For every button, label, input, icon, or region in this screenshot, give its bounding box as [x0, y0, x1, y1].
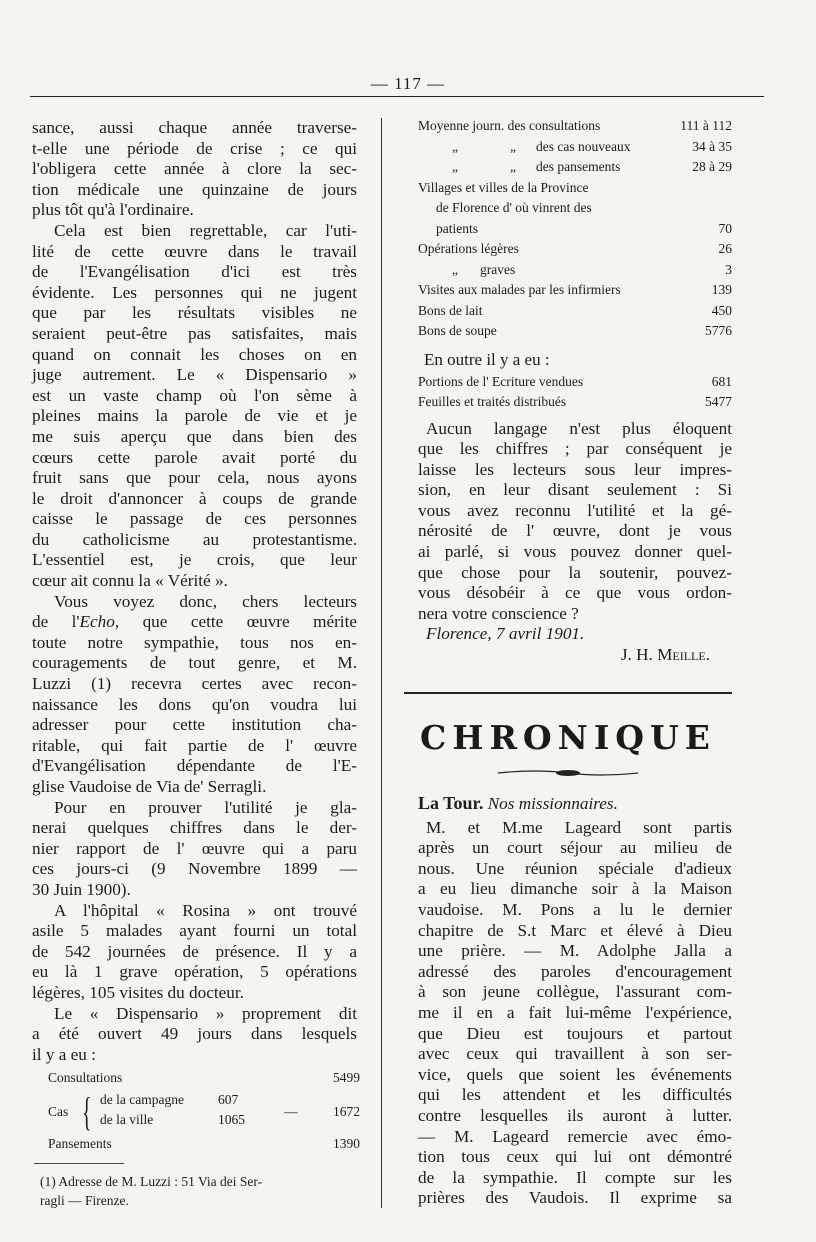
- text-line: nerai quelques chiffres dans le der-: [32, 818, 357, 838]
- stat-label: des pansements: [536, 159, 621, 174]
- stat-label: graves: [480, 261, 516, 277]
- text-line: plus tôt qu'à l'ordinaire.: [32, 200, 194, 220]
- text-line: adressé des paroles d'encouragement: [418, 961, 732, 981]
- text-line: couragements de tout genre, et M.: [32, 653, 357, 673]
- text-line: Luzzi (1) recevra certes avec recon-: [32, 674, 357, 694]
- stat-label: Pansements: [48, 1136, 112, 1151]
- text-line: laisse les lecteurs sous leur impres-: [418, 459, 732, 479]
- text-fragment: , que cette œuvre mérite: [114, 612, 357, 632]
- chronique-paragraph: [418, 818, 732, 1209]
- ditto-mark: „: [510, 159, 516, 174]
- stat-label: Villages et villes de la Province: [418, 179, 589, 195]
- stat-value: 681: [711, 373, 732, 389]
- text-line: 30 Juin 1900).: [32, 879, 131, 899]
- text-line: d'Evangélisation dépendante de l'E-: [32, 756, 357, 776]
- text-line: nérosité de l' œuvre, dont je vous: [418, 521, 732, 541]
- text-line: a été ouvert 49 jours dans lesquels: [32, 1024, 357, 1044]
- column-divider: [381, 118, 382, 1208]
- text-line: Vous voyez donc, chers lecteurs: [54, 591, 357, 611]
- left-column: [32, 118, 357, 1065]
- stat-value: 5499: [333, 1070, 360, 1085]
- chronique-body: [418, 793, 732, 1209]
- stat-label: Cas: [48, 1104, 69, 1119]
- text-line: vice, quels que soient les événements: [418, 1064, 732, 1084]
- footnote: [40, 1172, 362, 1210]
- ditto-mark: „: [452, 261, 458, 277]
- text-line: M. et M.me Lageard sont partis: [426, 817, 732, 837]
- text-line: le droit d'annoncer à coups de grande: [32, 488, 357, 508]
- chronique-title: CHRONIQUE: [420, 718, 716, 757]
- stat-row-consultations: [48, 1070, 360, 1092]
- text-line: lité de cette œuvre dans le travail: [32, 241, 357, 261]
- stat-value: 28 à 29: [692, 159, 732, 174]
- dash: —: [284, 1104, 298, 1119]
- stat-row: [418, 323, 732, 344]
- paragraph-1: [32, 118, 357, 221]
- text-line: nier rapport de l' œuvre qui a paru: [32, 838, 357, 858]
- text-line: cœur ait connu la « Vérité ».: [32, 571, 228, 591]
- text-line: contre lesquelles ils auront à lutter.: [418, 1105, 732, 1125]
- page-number: — 117 —: [370, 74, 446, 93]
- stat-row: [418, 303, 732, 324]
- right-column: [418, 118, 732, 666]
- stat-row: [418, 159, 732, 180]
- stat-label: Opérations légères: [418, 241, 519, 256]
- stat-value: 70: [718, 220, 732, 236]
- stat-value: 450: [711, 302, 732, 318]
- text-line: vous désobéir à ce que vous ordon-: [418, 583, 732, 603]
- stat-label: Bons de lait: [418, 302, 483, 318]
- ditto-mark: „: [510, 138, 516, 154]
- topic-heading: Nos missionnaires.: [487, 794, 618, 813]
- text-line: seraient peut-être pas satisfaites, mais: [32, 323, 357, 343]
- conclusion-paragraph: [418, 419, 732, 625]
- stat-value: 5776: [705, 323, 732, 338]
- place-heading: La Tour.: [418, 793, 484, 813]
- text-line: que Dieu est toujours et partout: [418, 1023, 732, 1043]
- text-line: Le « Dispensario » proprement dit: [54, 1003, 357, 1023]
- text-line: prières des Vaudois. Il exprime sa: [418, 1188, 732, 1208]
- text-line: glise Vaudoise de Via de' Serragli.: [32, 777, 267, 796]
- text-line: pleines mains la parole de vie et je: [32, 406, 357, 426]
- text-fragment: de l': [32, 612, 80, 632]
- stat-total: 1672: [333, 1104, 360, 1119]
- text-line: vaudoise. M. Pons a lu le dernier: [418, 899, 732, 919]
- stat-label: Visites aux malades par les infirmiers: [418, 282, 621, 297]
- text-line: Pour en prouver l'utilité je gla-: [54, 797, 357, 817]
- chronique-heading: [418, 793, 732, 815]
- footnote-line: ragli — Firenze.: [40, 1193, 129, 1208]
- text-line: ai parlé, si vous pouvez donner quel-: [418, 542, 732, 562]
- stat-value: 1065: [218, 1112, 245, 1127]
- stat-row-pansements: [48, 1136, 360, 1158]
- text-line: ritable, qui fait partie de l' œuvre: [32, 735, 357, 755]
- text-line: sance, aussi chaque année traverse-: [32, 118, 357, 137]
- text-line: toute notre sympathie, tous nos en-: [32, 632, 357, 652]
- text-line: A l'hôpital « Rosina » ont trouvé: [54, 900, 357, 920]
- text-line: une prière. — M. Adolphe Jalla a: [418, 941, 732, 961]
- paragraph-6: [32, 1004, 357, 1066]
- text-line: t-elle une période de crise ; ce qui: [32, 138, 357, 158]
- stat-label: de Florence d' où vinrent des: [436, 200, 592, 215]
- section-rule: [404, 692, 732, 694]
- stat-label: Feuilles et traités distribués: [418, 394, 567, 409]
- text-line: me suis aperçu que dans bien des: [32, 426, 357, 446]
- footnote-line: (1) Adresse de M. Luzzi : 51 Via dei Ser-: [40, 1174, 263, 1189]
- text-line: juge autrement. Le « Dispensario »: [32, 365, 357, 385]
- dispensary-averages: [418, 118, 732, 344]
- text-line: vous avez reconnu l'utilité et la gé-: [418, 500, 732, 520]
- text-line: L'essentiel est, je crois, que leur: [32, 550, 357, 570]
- journal-title: Echo: [79, 612, 115, 632]
- paragraph-4: [32, 798, 357, 901]
- stat-label: Moyenne journ. des consultations: [418, 118, 601, 133]
- stat-label: Portions de l' Ecriture vendues: [418, 373, 584, 389]
- stat-row: [418, 139, 732, 160]
- text-line: de l'Evangélisation d'ici est très: [32, 262, 357, 282]
- stat-sublabel: de la campagne: [100, 1092, 184, 1107]
- text-line: ces jours-ci (9 Novembre 1899 —: [32, 859, 357, 879]
- text-line: tion médicale une quinzaine de jours: [32, 179, 357, 199]
- dispensary-stats: [48, 1070, 360, 1158]
- text-line: à son jeune collègue, l'assurant com-: [418, 982, 732, 1002]
- text-line: — M. Lageard remercie avec émo-: [418, 1126, 732, 1146]
- stat-row: [418, 118, 732, 139]
- stat-value: 111 à 112: [680, 118, 732, 133]
- stat-row: [418, 221, 732, 242]
- ditto-mark: „: [452, 159, 458, 174]
- text-line: [32, 612, 357, 633]
- stat-row: [418, 394, 732, 415]
- stat-label: des cas nouveaux: [536, 138, 631, 154]
- stat-row: [418, 241, 732, 262]
- brace-glyph: {: [82, 1089, 92, 1134]
- ditto-mark: „: [452, 138, 458, 154]
- outre-heading: En outre il y a eu :: [424, 349, 550, 369]
- text-line: l'obligera cette année à clore la sec-: [32, 159, 357, 179]
- header-rule: [30, 96, 764, 97]
- text-line: que chose pour la soutenir, pouvez-: [418, 562, 732, 582]
- stat-value: 34 à 35: [692, 138, 732, 154]
- paragraph-3: [32, 592, 357, 798]
- signature: J. H. Meille.: [620, 645, 710, 665]
- paragraph-5: [32, 901, 357, 1004]
- text-line: naissance les dons qu'on voudra lui: [32, 694, 357, 714]
- text-line: asile 5 malades ayant fourni un total: [32, 921, 357, 941]
- text-line: du catholicisme au protestantisme.: [32, 529, 357, 549]
- stat-sublabel: de la ville: [100, 1112, 154, 1127]
- stat-value: 5477: [705, 394, 732, 409]
- text-line: qui les attendent et les difficultés: [418, 1085, 732, 1105]
- stat-label: patients: [436, 220, 478, 236]
- stat-value: 26: [718, 241, 732, 256]
- text-line: avec ceux qui travaillent à son ser-: [418, 1044, 732, 1064]
- text-line: cœurs cette parole avait porté du: [32, 447, 357, 467]
- stat-row-cas: [48, 1089, 360, 1136]
- text-line: Cela est bien regrettable, car l'uti-: [54, 220, 357, 240]
- text-line: que les chiffres ; par conséquent je: [418, 439, 732, 459]
- text-line: évidente. Les personnes qui ne jugent: [32, 282, 357, 302]
- text-line: nera votre conscience ?: [418, 603, 579, 623]
- text-line: quand on connait les choses on en: [32, 344, 357, 364]
- stat-row: [418, 180, 732, 201]
- text-line: après un court séjour au milieu de: [418, 838, 732, 858]
- text-line: sion, en leur disant seulement : Si: [418, 480, 732, 500]
- stat-label: Bons de soupe: [418, 323, 497, 338]
- text-line: est un vaste champ où l'on sème à: [32, 385, 357, 405]
- stat-row: [418, 200, 732, 221]
- text-line: nous. Une réunion spéciale d'adieux: [418, 858, 732, 878]
- text-line: de 542 journées de présence. Il y a: [32, 941, 357, 961]
- text-line: que par les résultats visibles ne: [32, 303, 357, 323]
- dateline: Florence, 7 avril 1901.: [426, 624, 585, 644]
- text-line: Aucun langage n'est plus éloquent: [426, 418, 732, 438]
- stat-value: 607: [218, 1092, 239, 1107]
- text-line: caisse le passage de ces personnes: [32, 509, 357, 529]
- stat-label: Consultations: [48, 1070, 123, 1085]
- footnote-rule: [34, 1163, 124, 1164]
- stat-row: [418, 374, 732, 395]
- stat-value: 1390: [333, 1136, 360, 1151]
- text-line: eu là 1 grave opération, 5 opérations: [32, 962, 357, 982]
- stat-value: 139: [711, 282, 732, 297]
- text-line: chapitre de S.t Marc et élevé à Dieu: [418, 920, 732, 940]
- text-line: adresser pour cette institution cha-: [32, 715, 357, 735]
- text-line: tion tous ceux qui lui ont démontré: [418, 1147, 732, 1167]
- text-line: légères, 105 visites du docteur.: [32, 982, 244, 1002]
- text-line: me il en a fait lui-même l'expérience,: [418, 1002, 732, 1022]
- distribution-stats: [418, 374, 732, 415]
- stat-row: [418, 282, 732, 303]
- paragraph-2: [32, 221, 357, 592]
- stat-value: 3: [725, 261, 732, 277]
- text-line: a eu lieu dimanche soir à la Maison: [418, 879, 732, 899]
- ornament-flourish: [496, 768, 640, 778]
- text-line: fruit sans que pour cela, nous ayons: [32, 468, 357, 488]
- text-line: il y a eu :: [32, 1044, 96, 1064]
- stat-row: [418, 262, 732, 283]
- text-line: de la sympathie. Il compte sur les: [418, 1167, 732, 1187]
